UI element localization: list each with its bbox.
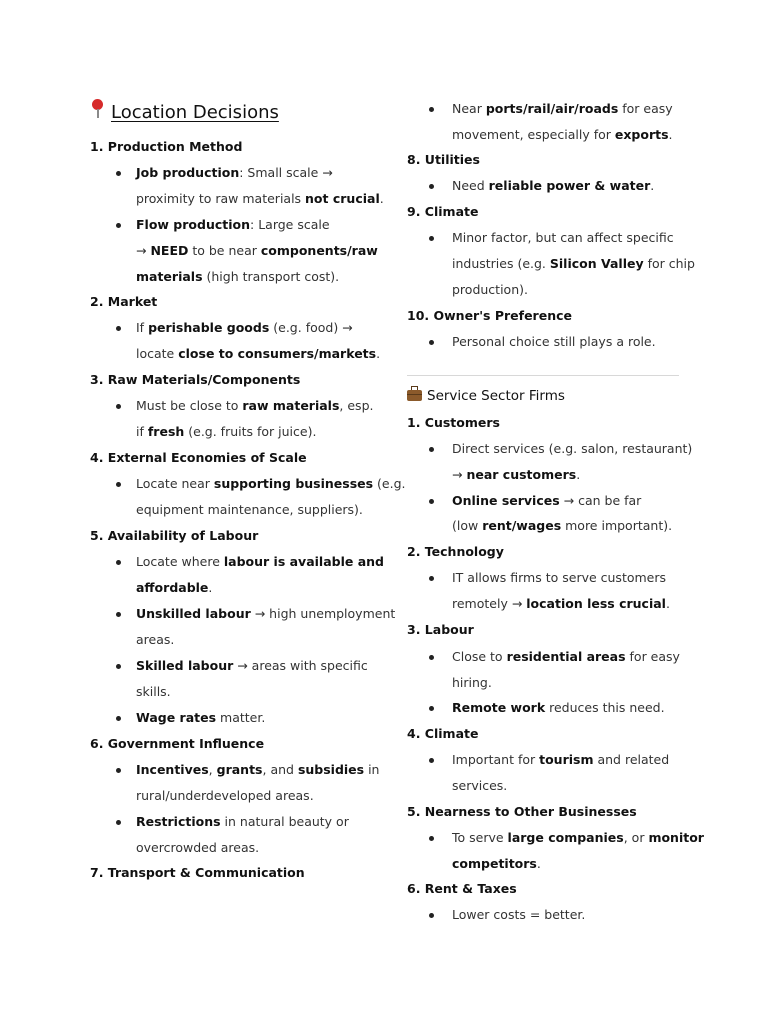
list-item — [452, 649, 680, 665]
list-item — [452, 830, 704, 846]
list-item — [136, 476, 406, 492]
text: . — [665, 596, 670, 611]
text: reduces this need. — [545, 700, 665, 715]
bold-text: labour is available and — [223, 554, 384, 569]
text: Need — [452, 178, 489, 193]
list-item — [452, 101, 673, 117]
list-item — [136, 243, 378, 259]
text: hiring. — [452, 675, 492, 690]
text: (e.g. fruits for juice). — [184, 424, 317, 439]
text: Minor factor, but can affect specific — [452, 230, 674, 245]
list-item — [136, 269, 339, 285]
bullet-icon — [116, 326, 121, 331]
list-item — [452, 493, 641, 509]
text: proximity to raw materials — [136, 191, 306, 206]
text: Personal choice still plays a role. — [452, 334, 656, 349]
text: → high unemployment — [250, 606, 396, 621]
list-item — [452, 778, 507, 794]
bold-text: close to consumers/markets — [178, 346, 377, 361]
text: , and — [262, 762, 298, 777]
bullet-icon — [116, 664, 121, 669]
text: if — [136, 424, 148, 439]
list-item — [452, 256, 695, 272]
list-item — [452, 230, 674, 246]
section-heading: 4. External Economies of Scale — [90, 450, 307, 465]
bullet-icon — [116, 612, 121, 617]
bullet-icon — [429, 340, 434, 345]
bullet-icon — [429, 576, 434, 581]
bullet-icon — [429, 447, 434, 452]
bold-text: Wage rates — [136, 710, 217, 725]
text: → — [452, 467, 467, 482]
text: : Large scale — [250, 217, 330, 232]
section-heading: 9. Climate — [407, 204, 479, 219]
text: for chip — [643, 256, 695, 271]
list-item — [136, 191, 384, 207]
bold-text: Unskilled labour — [136, 606, 251, 621]
text: in natural beauty or — [220, 814, 349, 829]
bold-text: Skilled labour — [136, 658, 234, 673]
list-item — [452, 334, 656, 350]
text: , or — [623, 830, 649, 845]
list-item — [452, 282, 528, 298]
bold-text: Online services — [452, 493, 560, 508]
list-item — [136, 398, 373, 414]
text: (high transport cost). — [202, 269, 340, 284]
list-item — [136, 554, 384, 570]
bold-text: raw materials — [242, 398, 340, 413]
text: to be near — [188, 243, 261, 258]
bold-text: Incentives — [136, 762, 209, 777]
section-heading: 6. Rent & Taxes — [407, 881, 517, 896]
list-item — [136, 165, 333, 181]
list-item — [136, 217, 330, 233]
text: . — [208, 580, 213, 595]
text: rural/underdeveloped areas. — [136, 788, 314, 803]
bold-text: fresh — [147, 424, 185, 439]
list-item — [136, 788, 314, 804]
text: in — [364, 762, 380, 777]
bullet-icon — [429, 499, 434, 504]
text: . — [668, 127, 673, 142]
section-heading: 10. Owner's Preference — [407, 308, 572, 323]
text: (e.g. food) → — [269, 320, 353, 335]
list-item — [452, 675, 492, 691]
bullet-icon — [116, 404, 121, 409]
list-item — [452, 596, 670, 612]
text: equipment maintenance, suppliers). — [136, 502, 363, 517]
page-title — [90, 99, 279, 123]
bullet-icon — [429, 184, 434, 189]
bullet-icon — [116, 560, 121, 565]
bold-text: large companies — [507, 830, 624, 845]
list-item — [452, 518, 672, 534]
list-item — [452, 752, 669, 768]
section-heading: 1. Production Method — [90, 139, 243, 154]
text: To serve — [452, 830, 508, 845]
section-heading: 5. Nearness to Other Businesses — [407, 804, 637, 819]
bullet-icon — [116, 171, 121, 176]
section-heading: 3. Raw Materials/Components — [90, 372, 301, 387]
list-item — [452, 856, 541, 872]
bullet-icon — [116, 768, 121, 773]
text: services. — [452, 778, 508, 793]
bold-text: components/raw — [260, 243, 378, 258]
bullet-icon — [429, 706, 434, 711]
bold-text: Remote work — [452, 700, 546, 715]
bullet-icon — [429, 836, 434, 841]
bold-text: grants — [216, 762, 263, 777]
bullet-icon — [116, 716, 121, 721]
bold-text: monitor — [648, 830, 704, 845]
text: areas. — [136, 632, 175, 647]
section-heading: 6. Government Influence — [90, 736, 265, 751]
text: → — [136, 243, 151, 258]
bold-text: competitors — [452, 856, 537, 871]
text: . — [536, 856, 541, 871]
bold-text: not crucial — [305, 191, 380, 206]
text: Lower costs = better. — [452, 907, 586, 922]
bold-text: ports/rail/air/roads — [485, 101, 619, 116]
text: If — [136, 320, 149, 335]
text: skills. — [136, 684, 171, 699]
bullet-icon — [429, 655, 434, 660]
section-heading: 7. Transport & Communication — [90, 865, 305, 880]
list-item — [136, 710, 265, 726]
text: Near — [452, 101, 486, 116]
text: , — [208, 762, 217, 777]
list-item — [136, 814, 349, 830]
bold-text: residential areas — [506, 649, 626, 664]
text: movement, especially for — [452, 127, 615, 142]
list-item — [452, 467, 580, 483]
bold-text: materials — [136, 269, 203, 284]
service-sector-heading-text: Service Sector Firms — [427, 388, 565, 404]
list-item — [452, 700, 665, 716]
list-item — [136, 606, 395, 622]
list-item — [136, 762, 379, 778]
section-heading: 4. Climate — [407, 726, 479, 741]
list-item — [452, 127, 673, 143]
text: more important). — [561, 518, 673, 533]
section-divider — [407, 375, 679, 376]
bold-text: reliable power & water — [488, 178, 651, 193]
bold-text: affordable — [136, 580, 209, 595]
list-item — [452, 907, 585, 923]
text: and related — [593, 752, 670, 767]
briefcase-icon — [407, 390, 422, 401]
text: (e.g. — [373, 476, 406, 491]
text: for easy — [625, 649, 680, 664]
list-item — [136, 346, 380, 362]
bullet-icon — [429, 758, 434, 763]
text: → can be far — [559, 493, 642, 508]
service-sector-heading — [407, 388, 565, 404]
text: Important for — [452, 752, 540, 767]
section-heading: 2. Technology — [407, 544, 504, 559]
text: (low — [452, 518, 483, 533]
bullet-icon — [116, 820, 121, 825]
list-item — [452, 178, 654, 194]
text: → areas with specific — [233, 658, 368, 673]
list-item — [136, 684, 171, 700]
text: matter. — [216, 710, 266, 725]
text: overcrowded areas. — [136, 840, 260, 855]
list-item — [136, 658, 368, 674]
bold-text: supporting businesses — [213, 476, 374, 491]
bold-text: rent/wages — [482, 518, 562, 533]
list-item — [136, 580, 212, 596]
text: . — [576, 467, 581, 482]
text: Locate near — [136, 476, 214, 491]
text: . — [650, 178, 655, 193]
bold-text: Job production — [136, 165, 240, 180]
bold-text: Flow production — [136, 217, 251, 232]
bold-text: location less crucial — [526, 596, 666, 611]
section-heading: 2. Market — [90, 294, 158, 309]
bullet-icon — [429, 236, 434, 241]
bold-text: Silicon Valley — [549, 256, 644, 271]
bold-text: Restrictions — [136, 814, 221, 829]
bullet-icon — [116, 223, 121, 228]
text: locate — [136, 346, 179, 361]
list-item — [136, 502, 363, 518]
section-heading: 3. Labour — [407, 622, 474, 637]
list-item — [452, 441, 692, 457]
list-item — [452, 570, 666, 586]
text: remotely → — [452, 596, 527, 611]
bullet-icon — [429, 913, 434, 918]
list-item — [136, 840, 259, 856]
text: Must be close to — [136, 398, 243, 413]
text: production). — [452, 282, 528, 297]
section-heading: 1. Customers — [407, 415, 500, 430]
list-item — [136, 632, 174, 648]
text: industries (e.g. — [452, 256, 550, 271]
text: IT allows firms to serve customers — [452, 570, 667, 585]
text: for easy — [618, 101, 673, 116]
bold-text: NEED — [150, 243, 189, 258]
list-item — [136, 320, 353, 336]
page-title-text: Location Decisions — [111, 102, 279, 123]
text: Close to — [452, 649, 507, 664]
bold-text: near customers — [466, 467, 577, 482]
bullet-icon — [429, 107, 434, 112]
list-item — [136, 424, 316, 440]
text: . — [379, 191, 384, 206]
bold-text: exports — [614, 127, 669, 142]
pushpin-icon — [90, 99, 106, 119]
text: Locate where — [136, 554, 224, 569]
text: : Small scale → — [239, 165, 333, 180]
bullet-icon — [116, 482, 121, 487]
text: Direct services (e.g. salon, restaurant) — [452, 441, 693, 456]
section-heading: 5. Availability of Labour — [90, 528, 259, 543]
text: , esp. — [339, 398, 374, 413]
text: . — [376, 346, 381, 361]
section-heading: 8. Utilities — [407, 152, 480, 167]
bold-text: perishable goods — [148, 320, 270, 335]
bold-text: tourism — [539, 752, 594, 767]
bold-text: subsidies — [297, 762, 365, 777]
